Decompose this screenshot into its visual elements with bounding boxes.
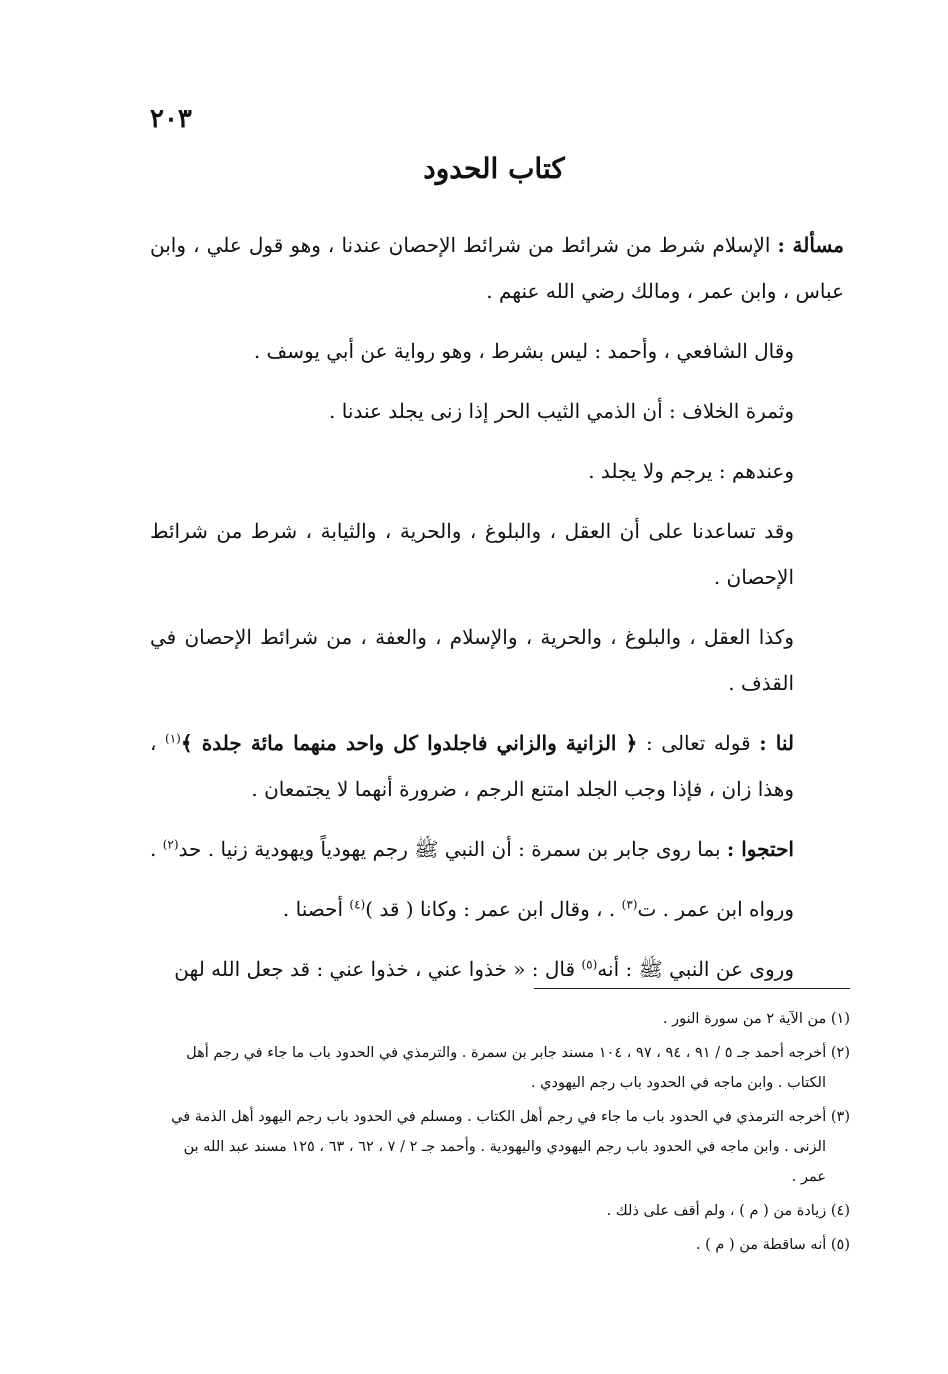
footnote [162,1102,850,1192]
paragraph [150,614,844,706]
footnote-text: (١) من الآية ٢ من سورة النور . [662,1011,850,1027]
page-number: ٢٠٣ [150,104,192,134]
paragraph-text: وقد تساعدنا على أن العقل ، والبلوغ ، والحرية ، والثيابة ، شرط من شرائط الإحصان . [150,519,794,589]
paragraph-text: وقال الشافعي ، وأحمد : ليس بشرط ، وهو رواية عن أبي يوسف . [253,339,794,363]
paragraph-text: الإسلام شرط من شرائط من شرائط الإحصان عندنا ، وهو قول علي ، وابن عباس ، وابن عمر ، ومالك رضي الله عنهم . [150,233,844,303]
paragraph [150,508,844,600]
chapter-title: كتاب الحدود [423,152,565,185]
paragraph [150,328,844,374]
paragraph [150,222,844,314]
paragraph-text: بما روى جابر بن سمرة : أن النبي ﷺ رجم يهودياً ويهودية زنيا . حد [178,837,727,861]
paragraph-lead: مسألة : [777,233,845,257]
paragraph-mid: . ، وقال ابن عمر : وكانا ( قد ) [365,897,622,921]
paragraph-tail: . [150,837,163,861]
paragraph-lead: احتجوا : [726,837,794,861]
paragraph [150,886,844,932]
paragraph-text: وثمرة الخلاف : أن الذمي الثيب الحر إذا زنى يجلد عندنا . [329,399,794,423]
footnotes [162,1004,850,1264]
footnote-text: (٤) زيادة من ( م ) ، ولم أقف على ذلك . [606,1203,850,1219]
footnote-ref[interactable]: (٣) [621,897,638,912]
footnote-continuation: عمر . [791,1169,826,1185]
main-text [150,222,844,1006]
paragraph-text: أحصنا . [282,897,350,921]
paragraph [150,388,844,434]
footnote [162,1230,850,1260]
paragraph [150,720,844,812]
quran-verse: ﴿ الزانية والزاني فاجلدوا كل واحد منهما مائة جلدة ﴾ [180,731,638,755]
paragraph-pre: قوله تعالى : [637,731,760,755]
paragraph [150,946,844,992]
footnote [162,1004,850,1034]
footnote-text: (٢) أخرجه أحمد جـ ٥ / ٩١ ، ٩٤ ، ٩٧ ، ١٠٤ مسند جابر بن سمرة . والترمذي في الحدود باب ما جاء في رجم أهل [186,1045,850,1061]
footnote-ref[interactable]: (٥) [581,957,598,972]
paragraph-pre: وروى عن النبي ﷺ : أنه [597,957,794,981]
footnote-continuation: الكتاب . وابن ماجه في الحدود باب رجم اليهودي . [530,1075,826,1091]
paragraph-text: وعندهم : يرجم ولا يجلد . [588,459,794,483]
paragraph-pre: ورواه ابن عمر . ت [637,897,794,921]
footnote [162,1196,850,1226]
paragraph-text: وكذا العقل ، والبلوغ ، والحرية ، والإسلام ، والعفة ، من شرائط الإحصان في القذف . [150,625,794,695]
footnote-ref[interactable]: (٤) [349,897,366,912]
paragraph-lead: لنا : [759,731,794,755]
footnote-ref[interactable]: (١) [165,731,181,746]
footnote-continuation: الزنى . وابن ماجه في الحدود باب رجم اليهودي واليهودية . وأحمد جـ ٢ / ٧ ، ٦٢ ، ٦٣ ، ١٢٥ مسند عبد الله بن [183,1139,826,1155]
footnote-text: (٣) أخرجه الترمذي في الحدود باب ما جاء في رجم أهل الكتاب . ومسلم في الحدود باب رجم اليهود أهل الذمة في [171,1109,850,1125]
paragraph [150,826,844,872]
footnote [162,1038,850,1098]
footnote-ref[interactable]: (٢) [162,837,179,852]
footnote-divider [534,988,850,989]
paragraph-text: ، وهذا زان ، فإذا وجب الجلد امتنع الرجم ، ضرورة أنهما لا يجتمعان . [150,731,794,801]
footnote-text: (٥) أنه ساقطة من ( م ) . [695,1237,850,1253]
paragraph-text: قال : « خذوا عني ، خذوا عني : قد جعل الله لهن [174,957,582,981]
paragraph [150,448,844,494]
